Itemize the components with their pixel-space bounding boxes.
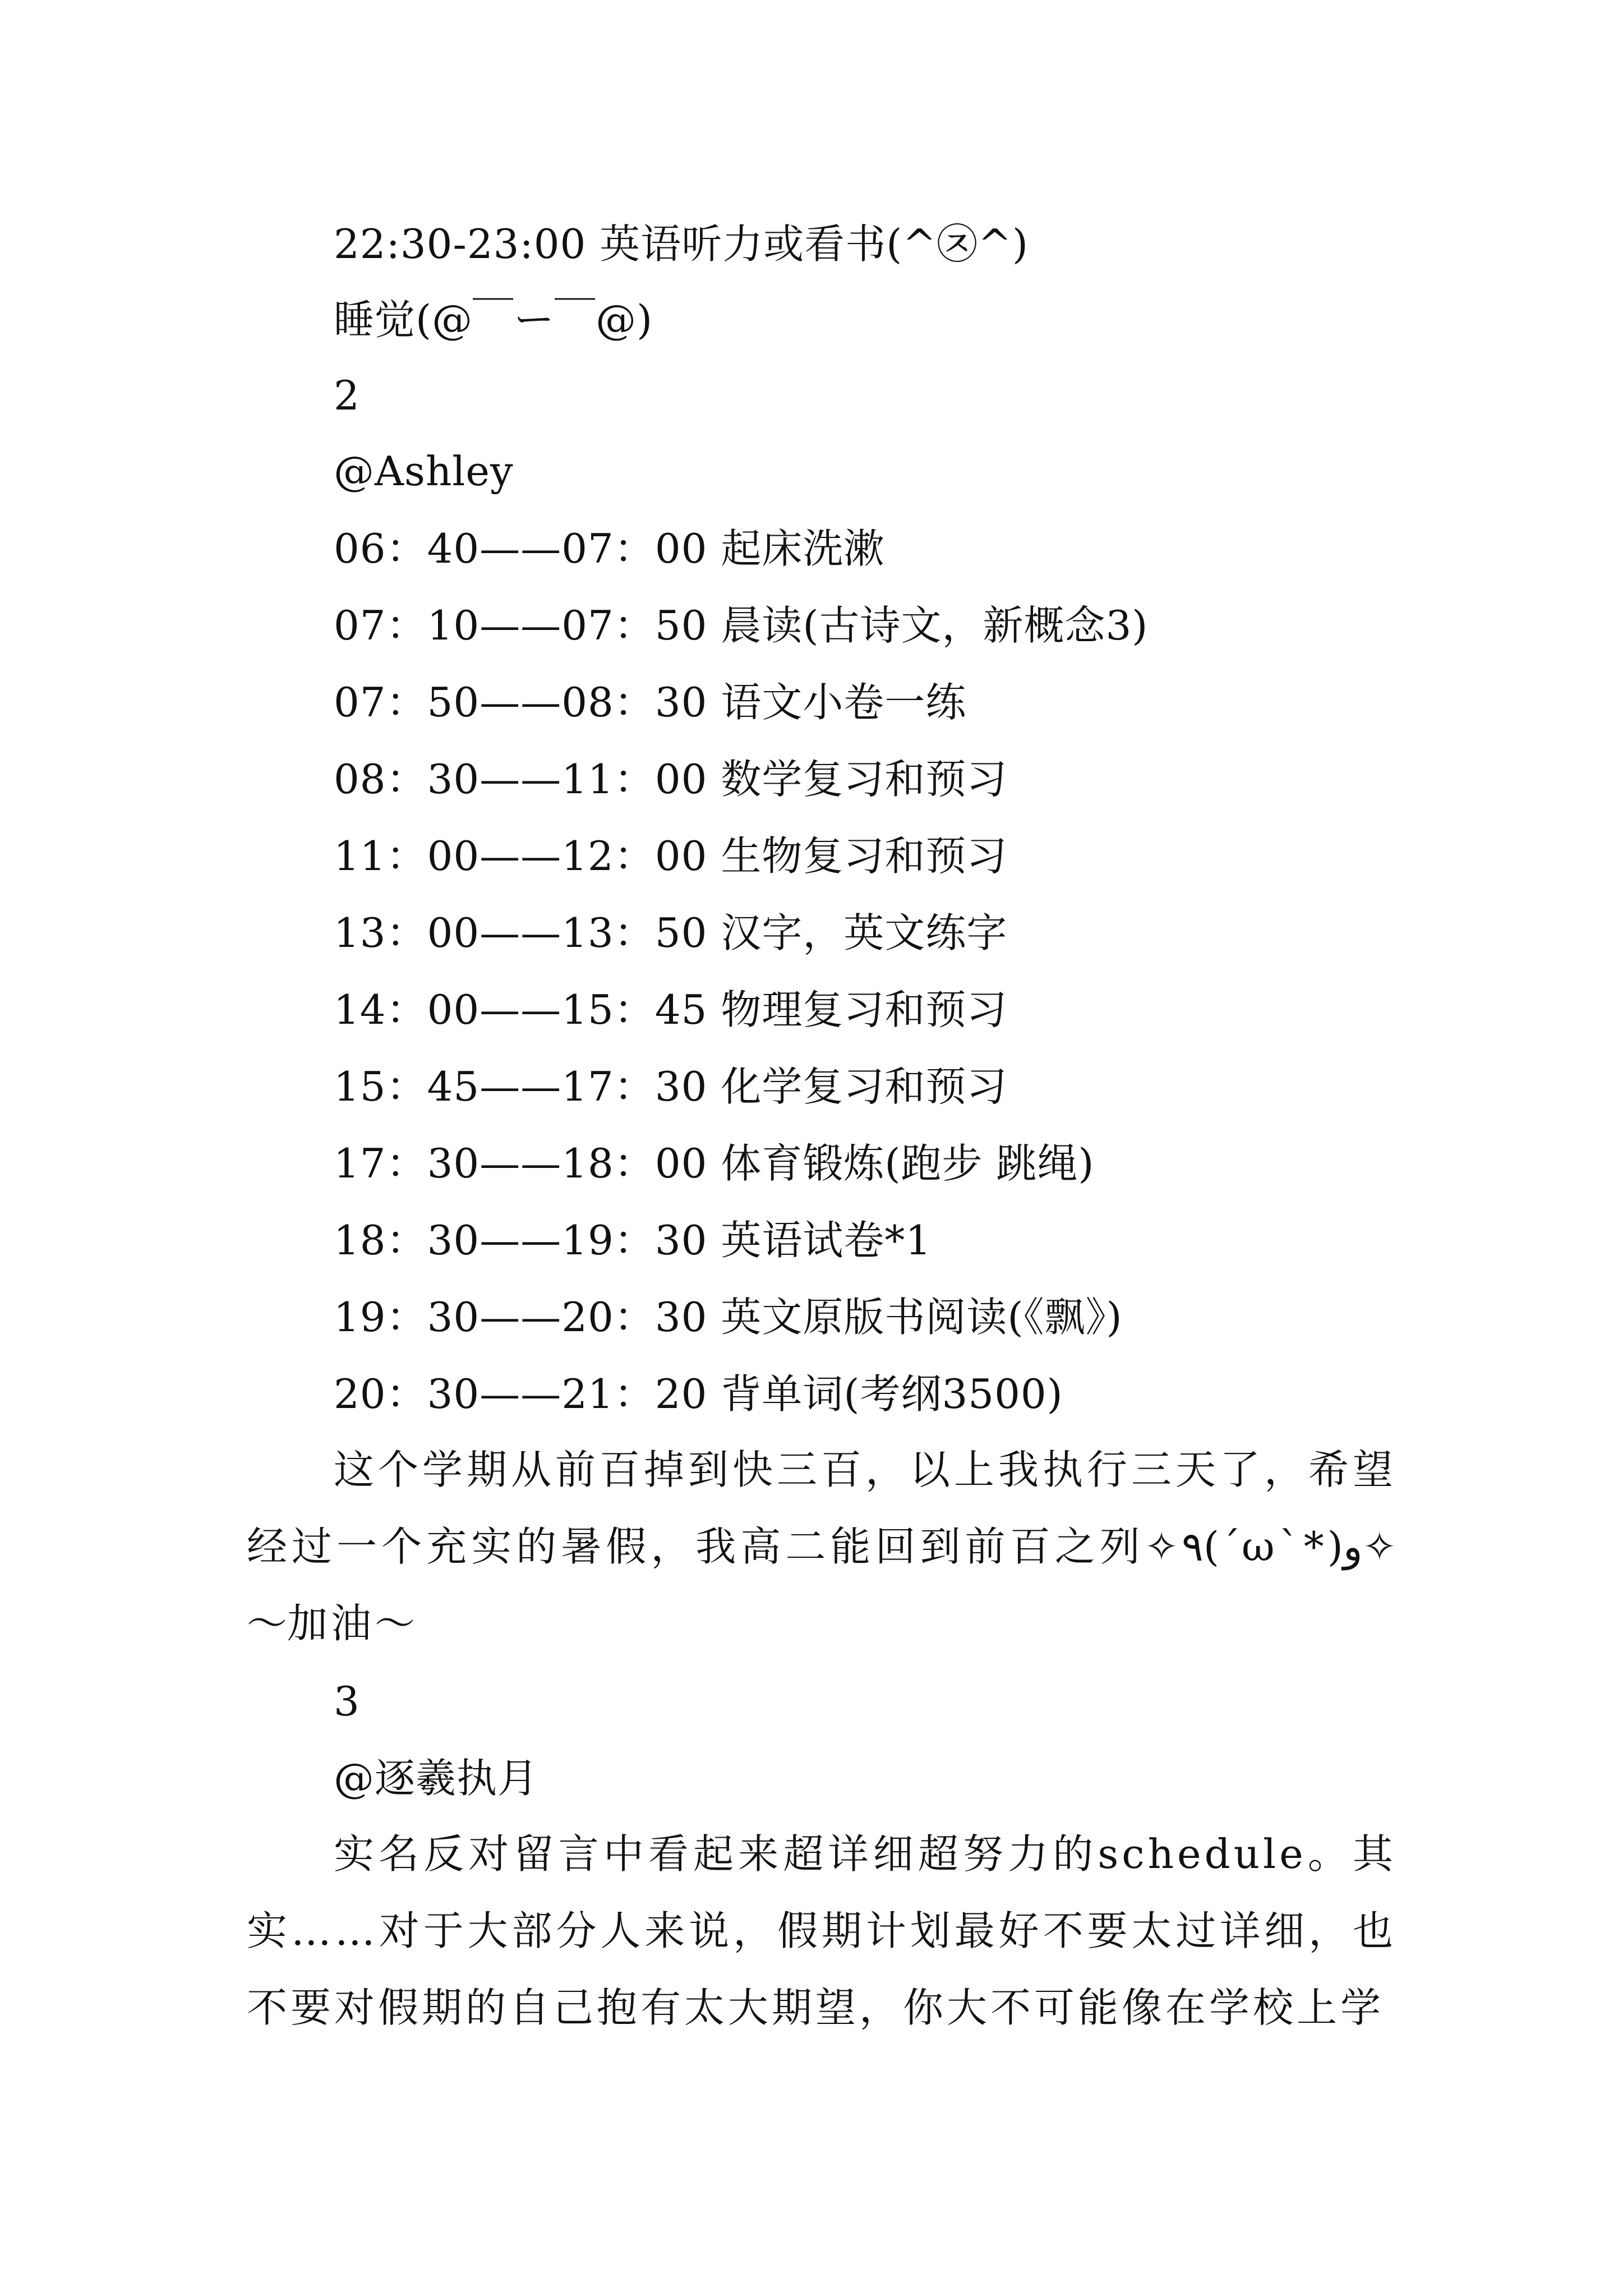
schedule-line: 11：00——12：00 生物复习和预习 [334,832,1008,880]
schedule-line: 15：45——17：30 化学复习和预习 [334,1063,1008,1110]
body-paragraph: 这个学期从前百掉到快三百，以上我执行三天了，希望经过一个充实的暑假，我高二能回到前百之列✧٩(ˊωˋ*)و✧～加油～ [247,1446,1396,1647]
schedule-line: 06：40——07：00 起床洗漱 [334,525,885,572]
section-number-3: 3 [334,1678,360,1725]
schedule-line: 18：30——19：30 英语试卷*1 [334,1217,932,1264]
schedule-line: 20：30——21：20 背单词(考纲3500) [334,1370,1063,1418]
body-paragraph: 实名反对留言中看起来超详细超努力的schedule。其实……对于大部分人来说，假期计划最好不要太过详细，也不要对假期的自己抱有太大期望，你大不可能像在学校上学 [247,1830,1396,2031]
schedule-line: 08：30——11：00 数学复习和预习 [334,756,1008,803]
section-number-2: 2 [334,372,360,419]
schedule-line-sleep: 睡觉(@￣ー￣@) [334,296,653,343]
schedule-line-english-listening: 22:30-23:00 英语听力或看书(^㉨^) [334,220,1029,268]
schedule-line: 14：00——15：45 物理复习和预习 [334,986,1008,1033]
author-name: @逐羲执月 [334,1755,539,1802]
schedule-line: 19：30——20：30 英文原版书阅读(《飘》) [334,1294,1123,1341]
author-ashley: @Ashley [334,448,514,495]
schedule-line: 07：10——07：50 晨读(古诗文，新概念3) [334,602,1149,649]
schedule-line: 13：00——13：50 汉字，英文练字 [334,909,1008,956]
schedule-line: 17：30——18：00 体育锻炼(跑步 跳绳) [334,1140,1095,1187]
schedule-line: 07：50——08：30 语文小卷一练 [334,679,967,726]
